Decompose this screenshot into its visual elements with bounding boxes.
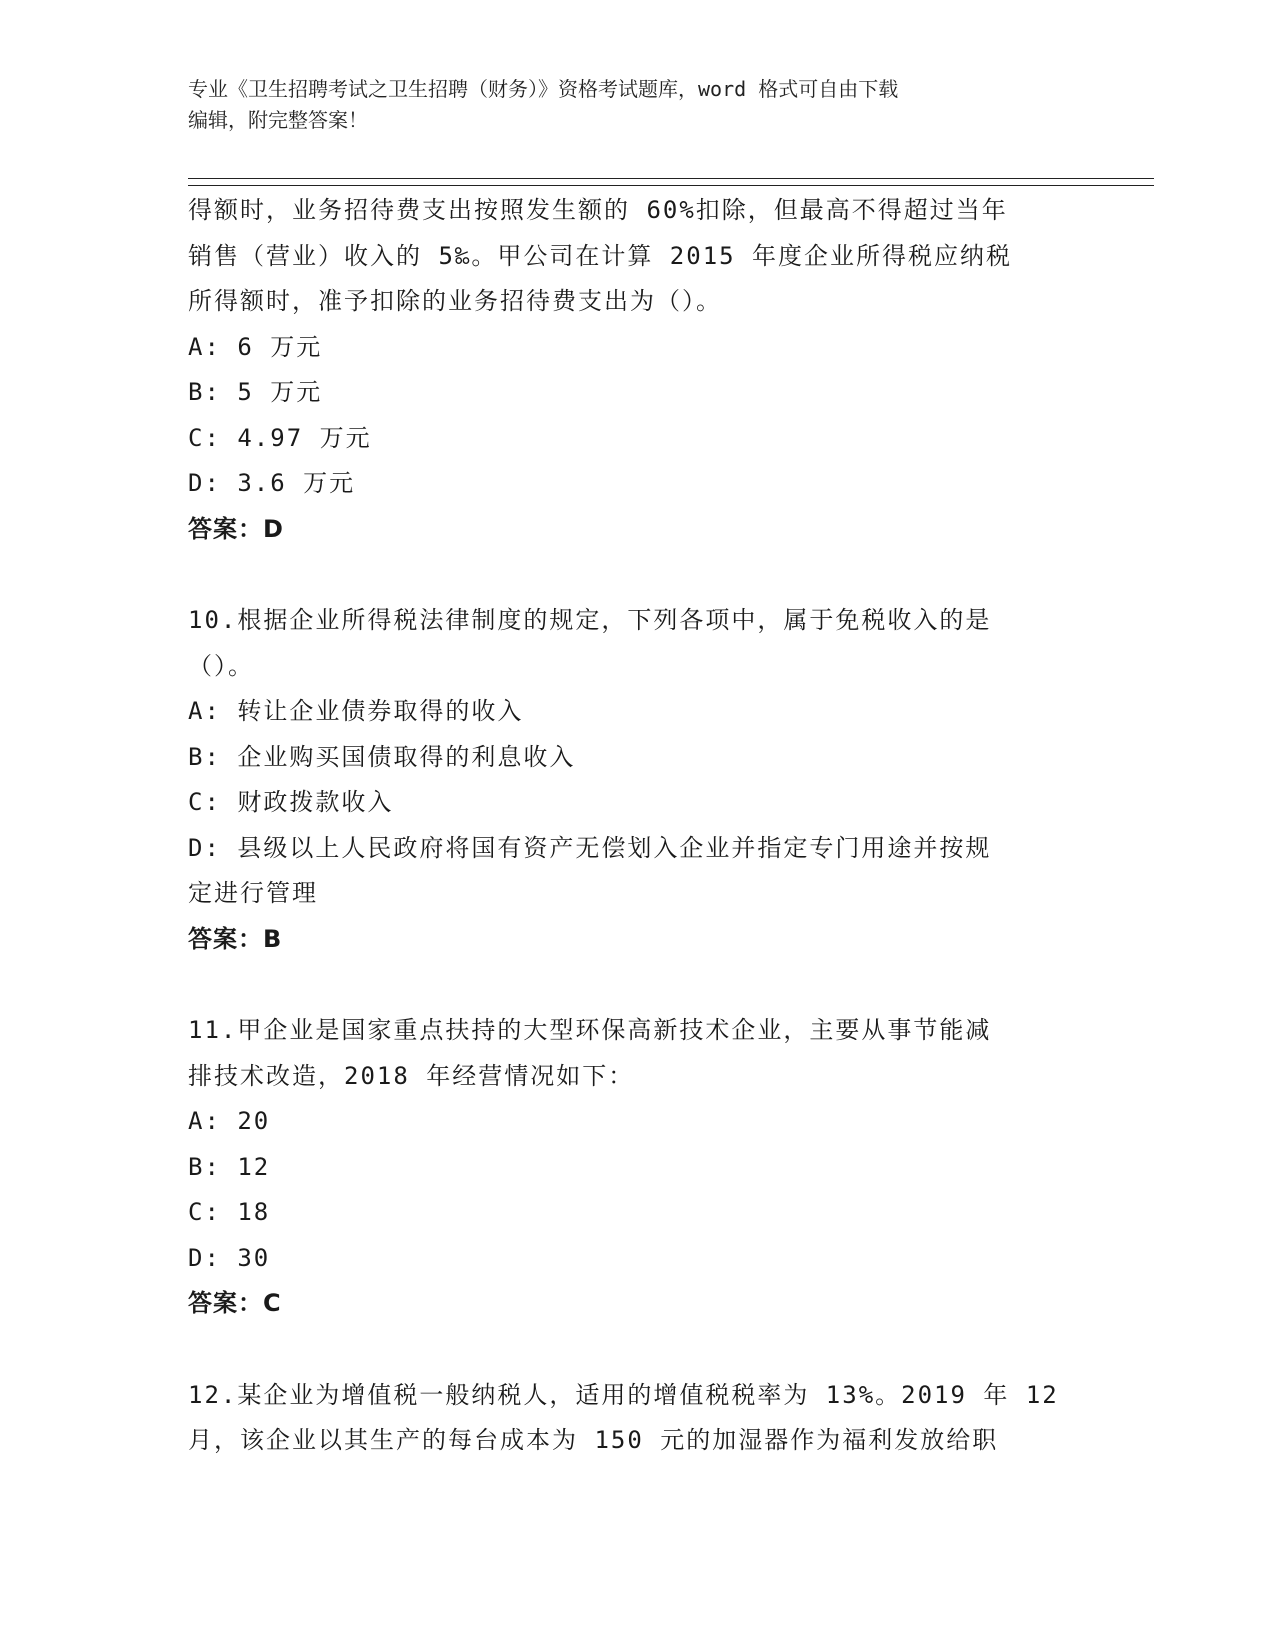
question-stem-line: 所得额时，准予扣除的业务招待费支出为（）。 — [188, 287, 722, 315]
spacer — [188, 552, 1088, 598]
question-stem-line: （）。 — [188, 651, 254, 680]
answer-label: 答案：B — [188, 924, 283, 953]
spacer — [188, 1327, 1088, 1373]
option-a: A: 6 万元 — [188, 332, 323, 361]
question-stem-line: 销售（营业）收入的 5‰。甲公司在计算 2015 年度企业所得税应纳税 — [188, 241, 1013, 270]
option-b: B: 12 — [188, 1152, 271, 1181]
option-a: A: 转让企业债券取得的收入 — [188, 697, 524, 725]
question-stem-line: 10.根据企业所得税法律制度的规定，下列各项中，属于免税收入的是 — [188, 606, 992, 634]
option-c: C: 18 — [188, 1198, 271, 1226]
header-line: 专业《卫生招聘考试之卫生招聘（财务）》资格考试题库，word 格式可自由下载 — [188, 77, 899, 101]
header-line: 编辑，附完整答案！ — [188, 108, 368, 132]
question-stem-line: 11.甲企业是国家重点扶持的大型环保高新技术企业，主要从事节能减 — [188, 1016, 992, 1044]
question-12 — [188, 1373, 1088, 1464]
answer-label: 答案：D — [188, 514, 284, 543]
option-c: C: 4.97 万元 — [188, 423, 372, 452]
question-stem-line: 12.某企业为增值税一般纳税人，适用的增值税税率为 13%。2019 年 12 — [188, 1380, 1059, 1409]
document-body — [188, 188, 1088, 1464]
question-9 — [188, 188, 1088, 552]
question-11 — [188, 1008, 1088, 1327]
option-d: D: 30 — [188, 1243, 271, 1272]
option-d: D: 3.6 万元 — [188, 469, 356, 497]
option-d: D: 县级以上人民政府将国有资产无偿划入企业并指定专门用途并按规 — [188, 833, 992, 862]
answer-label: 答案：C — [188, 1289, 282, 1317]
document-header — [188, 74, 1088, 136]
question-10 — [188, 598, 1088, 962]
option-b: B: 5 万元 — [188, 378, 323, 406]
option-b: B: 企业购买国债取得的利息收入 — [188, 742, 576, 771]
question-stem-line: 月，该企业以其生产的每台成本为 150 元的加湿器作为福利发放给职 — [188, 1426, 999, 1454]
question-stem-line: 得额时，业务招待费支出按照发生额的 60%扣除，但最高不得超过当年 — [188, 196, 1008, 224]
option-a: A: 20 — [188, 1107, 271, 1135]
spacer — [188, 962, 1088, 1008]
header-double-rule — [188, 178, 1154, 186]
option-c: C: 财政拨款收入 — [188, 788, 394, 816]
question-stem-line: 排技术改造，2018 年经营情况如下： — [188, 1061, 635, 1090]
option-d-continued: 定进行管理 — [188, 879, 318, 907]
